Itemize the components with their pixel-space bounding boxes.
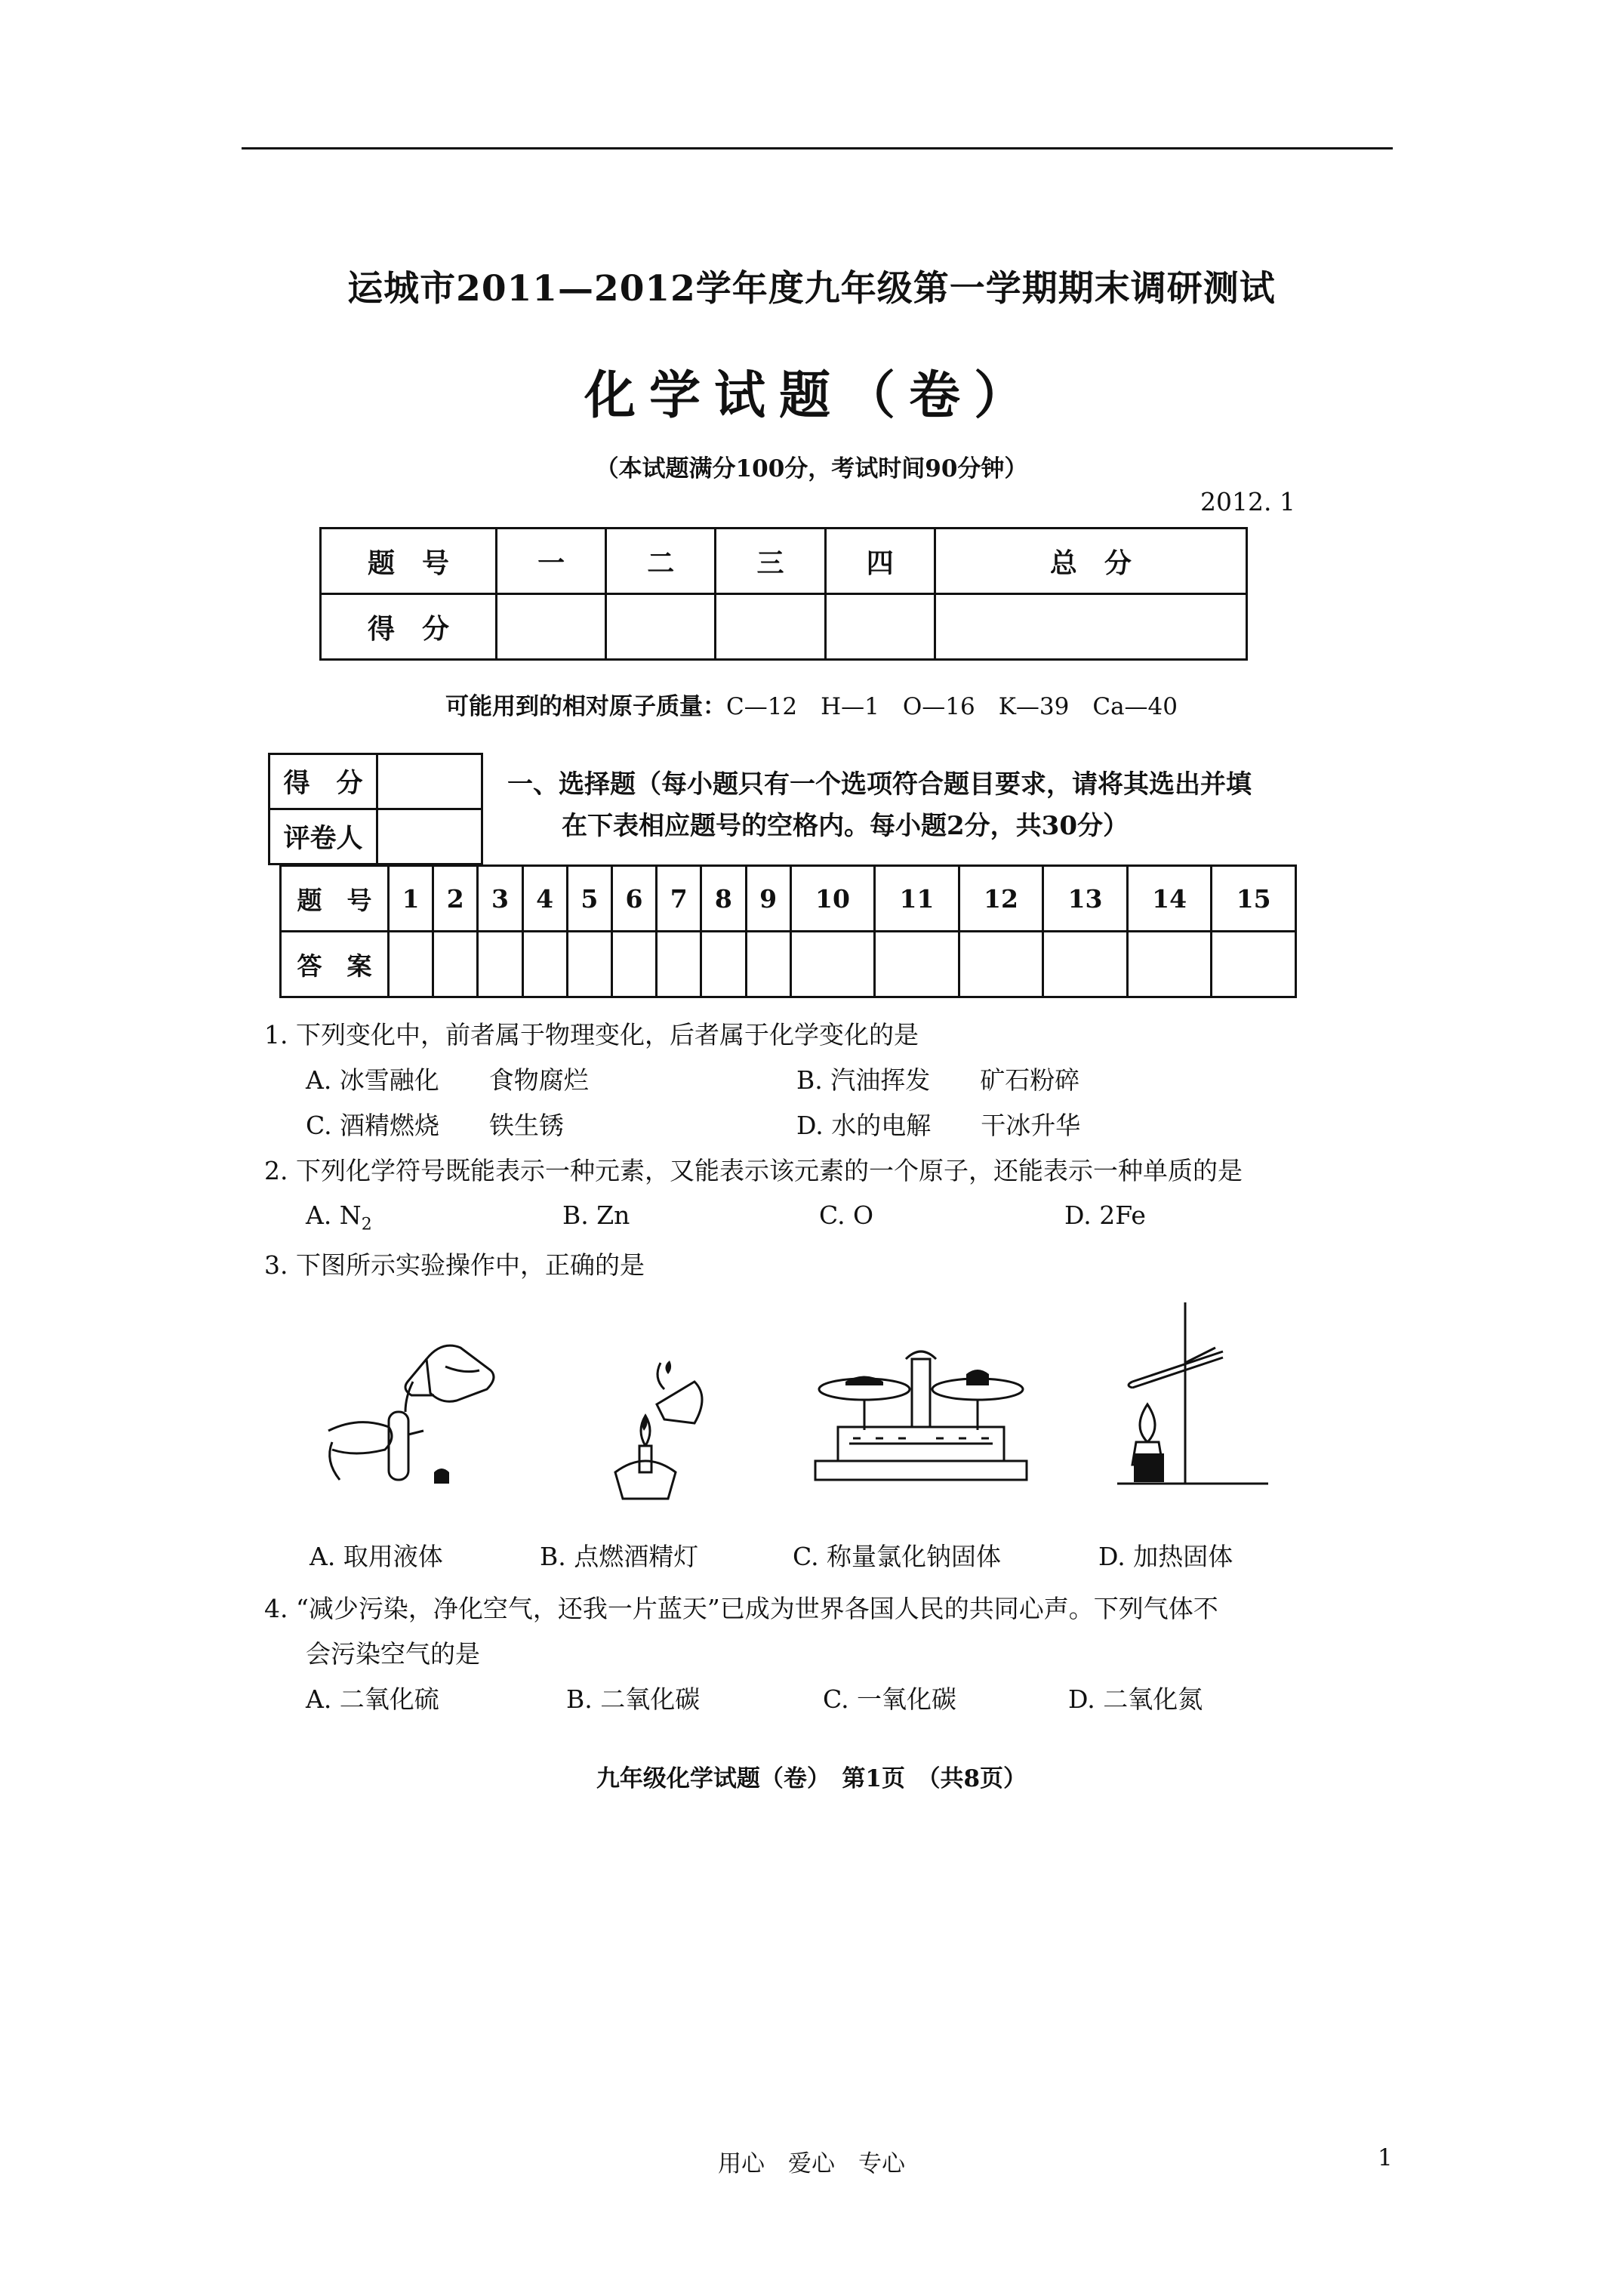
answer-number-cell: 13 [1043,866,1128,932]
q3-option-d[interactable]: D. 加热固体 [1098,1542,1233,1571]
answer-cell[interactable] [567,932,611,997]
score-row-label: 得 分 [321,594,497,660]
score-table-header-cell: 一 [497,529,606,594]
atomic-masses [0,687,1623,721]
answer-table-number-row [281,866,1296,932]
answer-table [279,864,1297,998]
page-footer-info: 九年级化学试题（卷） 第1页 （共8页） [596,1765,1027,1792]
answer-table-header-label: 题 号 [281,866,389,932]
answer-number-cell: 10 [790,866,875,932]
score-cell[interactable] [935,594,1246,660]
exam-title: 运城市2011—2012学年度九年级第一学期期末调研测试 [347,268,1276,310]
q4-option-b[interactable]: B. 二氧化碳 [566,1684,701,1714]
grader-name-label: 评卷人 [269,809,377,864]
q4-option-a[interactable]: A. 二氧化硫 [306,1684,439,1714]
answer-number-cell: 14 [1127,866,1212,932]
score-table-header-cell: 三 [716,529,825,594]
grader-score-cell[interactable] [377,754,482,809]
score-table-header-cell: 四 [825,529,935,594]
q2-option-b[interactable]: B. Zn [562,1200,630,1230]
q4-option-d[interactable]: D. 二氧化氮 [1068,1684,1203,1714]
section-1-line-2: 在下表相应题号的空格内。每小题2分，共30分） [562,811,1129,841]
section-1-line-1: 一、选择题（每小题只有一个选项符合题目要求，请将其选出并填 [507,769,1252,800]
q2-option-d[interactable]: D. 2Fe [1064,1200,1146,1230]
score-table-header-cell: 二 [606,529,716,594]
page-number: 1 [1378,2144,1393,2171]
score-table [319,527,1248,661]
q3-option-c[interactable]: C. 称量氯化钠固体 [793,1542,1002,1571]
answer-cell[interactable] [522,932,567,997]
q1-stem: 1. 下列变化中，前者属于物理变化，后者属于化学变化的是 [264,1020,919,1049]
answer-cell[interactable] [701,932,746,997]
atomic-masses-label: 可能用到的相对原子质量： [445,693,726,720]
answer-cell[interactable] [433,932,478,997]
q3-option-a[interactable]: A. 取用液体 [310,1542,443,1571]
q4-stem-continued: 会污染空气的是 [306,1639,480,1669]
answer-cell[interactable] [389,932,433,997]
q2-option-a-subscript: 2 [361,1215,372,1234]
answer-number-cell: 8 [701,866,746,932]
q2-option-c[interactable]: C. O [819,1200,874,1230]
q3-option-b[interactable]: B. 点燃酒精灯 [540,1542,699,1571]
answer-cell[interactable] [1212,932,1296,997]
q1-option-d[interactable]: D. 水的电解 干冰升华 [796,1111,1081,1140]
pour-liquid-figure [313,1329,517,1495]
grader-score-label: 得 分 [269,754,377,809]
answer-number-cell: 3 [478,866,522,932]
q4-stem: 4. “减少污染，净化空气，还我一片蓝天”已成为世界各国人民的共同心声。下列气体不 [264,1594,1218,1623]
q2-option-a[interactable] [306,1200,372,1234]
answer-cell[interactable] [790,932,875,997]
grader-table [268,753,483,865]
answer-cell[interactable] [478,932,522,997]
q2-stem: 2. 下列化学符号既能表示一种元素，又能表示该元素的一个原子，还能表示一种单质的是 [264,1156,1243,1185]
answer-table-answer-label: 答 案 [281,932,389,997]
q3-stem: 3. 下图所示实验操作中，正确的是 [264,1250,645,1280]
answer-number-cell: 6 [611,866,656,932]
q2-option-a-text: A. N [306,1200,362,1230]
exam-date: 2012. 1 [1200,487,1295,516]
score-table-header-cell: 题 号 [321,529,497,594]
answer-cell[interactable] [611,932,656,997]
score-table-score-row [321,594,1247,660]
answer-cell[interactable] [657,932,701,997]
score-cell[interactable] [606,594,716,660]
bottom-slogan: 用心 爱心 专心 [718,2150,905,2177]
section-1-heading [507,764,1307,847]
q1-option-a[interactable]: A. 冰雪融化 食物腐烂 [306,1065,589,1095]
subject-title: 化学试题（卷） [584,365,1039,426]
answer-number-cell: 11 [875,866,959,932]
answer-number-cell: 2 [433,866,478,932]
answer-table-answer-row [281,932,1296,997]
exam-note: （本试题满分100分，考试时间90分钟） [595,455,1028,482]
answer-number-cell: 5 [567,866,611,932]
atomic-masses-values: C—12 H—1 O—16 K—39 Ca—40 [725,693,1178,720]
score-table-header-row [321,529,1247,594]
balance-scale-figure [808,1329,1034,1495]
score-cell[interactable] [825,594,935,660]
grader-name-cell[interactable] [377,809,482,864]
q1-option-b[interactable]: B. 汽油挥发 矿石粉碎 [796,1065,1080,1095]
answer-number-cell: 12 [959,866,1043,932]
q4-option-c[interactable]: C. 一氧化碳 [823,1684,957,1714]
answer-number-cell: 7 [657,866,701,932]
answer-cell[interactable] [1043,932,1128,997]
top-rule [242,147,1393,149]
answer-cell[interactable] [1127,932,1212,997]
score-cell[interactable] [716,594,825,660]
answer-cell[interactable] [959,932,1043,997]
answer-number-cell: 1 [389,866,433,932]
answer-cell[interactable] [875,932,959,997]
q1-option-c[interactable]: C. 酒精燃烧 铁生锈 [306,1111,565,1140]
answer-number-cell: 4 [522,866,567,932]
answer-number-cell: 15 [1212,866,1296,932]
lamp-lighting-figure [585,1359,721,1510]
score-table-header-cell: 总 分 [935,529,1246,594]
score-cell[interactable] [497,594,606,660]
answer-cell[interactable] [746,932,790,997]
answer-number-cell: 9 [746,866,790,932]
heating-solid-figure [1102,1299,1276,1495]
